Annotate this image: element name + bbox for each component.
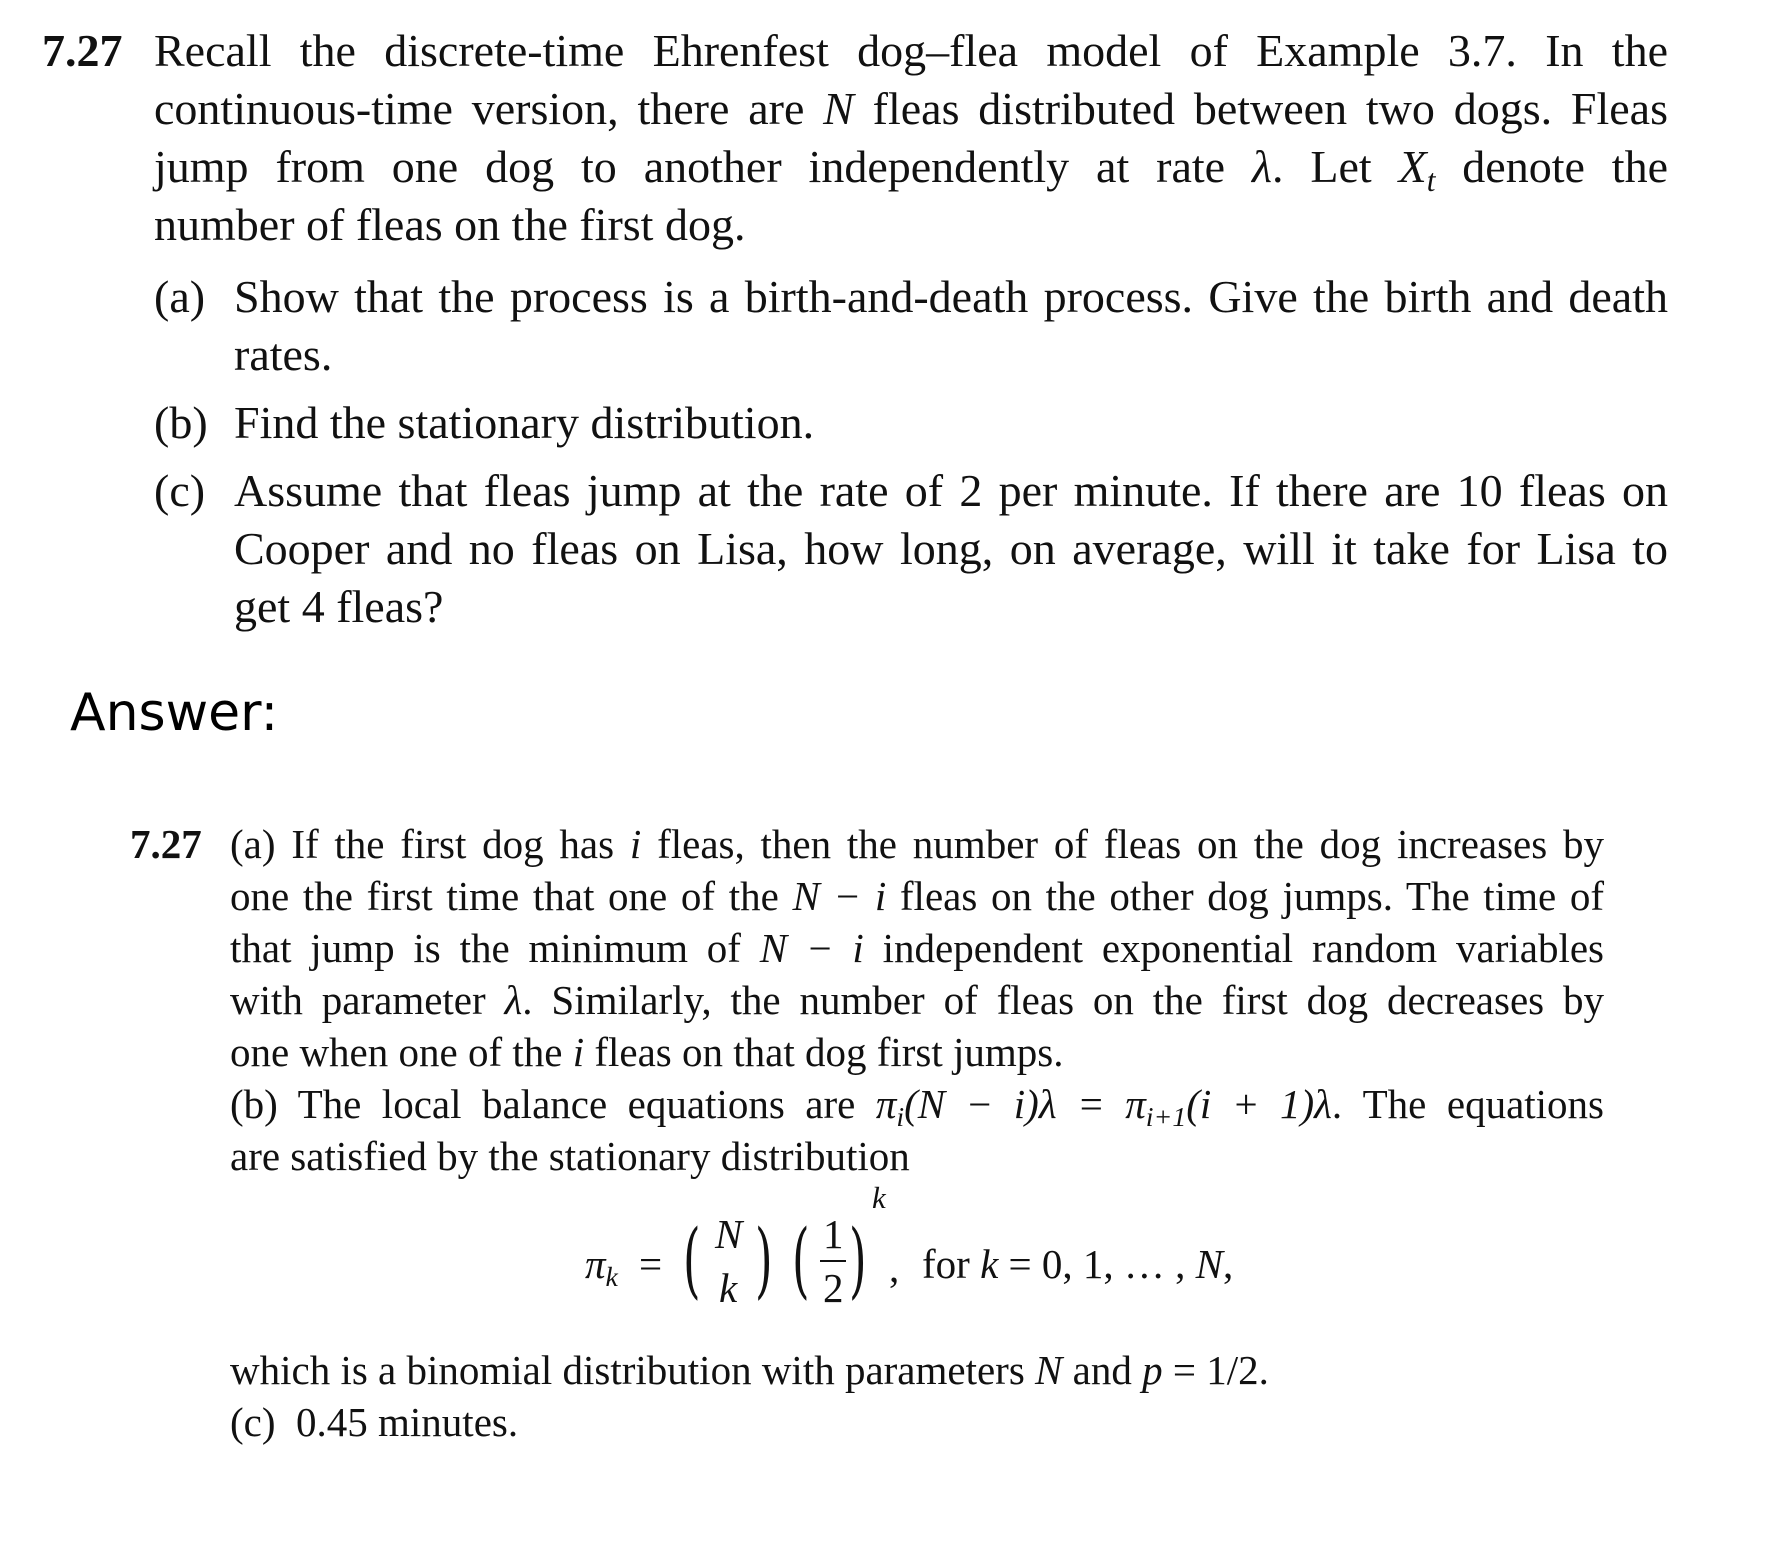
- problem-intro-line-4: number of fleas on the first dog.: [154, 199, 746, 250]
- problem-intro-line-2: continuous-time version, there are N fleas distributed between two dogs. Fleas: [154, 83, 1669, 134]
- answer-a-line-2: one the first time that one of the N − i fleas on the other dog jumps. The time of: [230, 873, 1604, 919]
- binom-right-paren: ): [755, 1213, 773, 1308]
- answer-b-line-1: (b) The local balance equations are $\pi_i(N - i)\lambda = \pi_{i+1}(i + 1)\lambda$. The equations: [230, 1081, 1604, 1133]
- answer-c-line: (c) 0.45 minutes.: [230, 1399, 519, 1445]
- part-a-line-2: rates.: [234, 329, 333, 380]
- part-c-label: (c): [154, 465, 206, 516]
- part-c-line-1: Assume that fleas jump at the rate of 2 per minute. If there are 10 fleas on: [234, 465, 1668, 516]
- frac-denominator: 2: [823, 1265, 844, 1311]
- formula-comma: ,: [889, 1245, 900, 1291]
- part-a-label: (a): [154, 271, 206, 322]
- binom-top: N: [715, 1211, 743, 1257]
- binom-bottom: k: [719, 1265, 738, 1311]
- fraction-bar: [820, 1260, 846, 1262]
- part-b-line-1: Find the stationary distribution.: [234, 397, 815, 448]
- part-a-line-1: Show that the process is a birth-and-death process. Give the birth and death: [234, 271, 1668, 322]
- answer-a-line-4: with parameter λ. Similarly, the number of fleas on the first dog decreases by: [230, 977, 1604, 1023]
- formula-range: for k = 0, 1, … , N,: [922, 1241, 1234, 1287]
- formula-lhs: $\pi_k$: [585, 1241, 618, 1293]
- part-c-line-3: get 4 fleas?: [234, 581, 444, 632]
- formula-equals: =: [639, 1241, 663, 1287]
- problem-intro-line-1: Recall the discrete-time Ehrenfest dog–flea model of Example 3.7. In the: [154, 25, 1668, 76]
- answer-a-line-3: that jump is the minimum of N − i independent exponential random variables: [230, 925, 1604, 971]
- frac-right-paren: ): [849, 1213, 867, 1308]
- part-b-label: (b): [154, 397, 208, 448]
- answer-number: 7.27: [130, 821, 202, 867]
- frac-left-paren: (: [792, 1213, 810, 1308]
- problem-intro-line-3: jump from one dog to another independently at rate λ. Let $X_t$ denote the: [154, 141, 1669, 198]
- answer-a-line-5: one when one of the i fleas on that dog first jumps.: [230, 1029, 1064, 1075]
- part-c-line-2: Cooper and no fleas on Lisa, how long, on average, will it take for Lisa to: [234, 523, 1668, 574]
- binom-left-paren: (: [683, 1213, 701, 1308]
- answer-b-line-2: are satisfied by the stationary distribution: [230, 1133, 910, 1179]
- answer-b-line-3: which is a binomial distribution with parameters N and p = 1/2.: [230, 1347, 1269, 1393]
- problem-number: 7.27: [42, 25, 123, 76]
- formula-exponent: k: [872, 1180, 886, 1215]
- answer-a-line-1: (a) If the first dog has i fleas, then the number of fleas on the dog increases by: [230, 821, 1605, 867]
- frac-numerator: 1: [823, 1211, 844, 1257]
- answer-heading: Answer:: [70, 683, 279, 743]
